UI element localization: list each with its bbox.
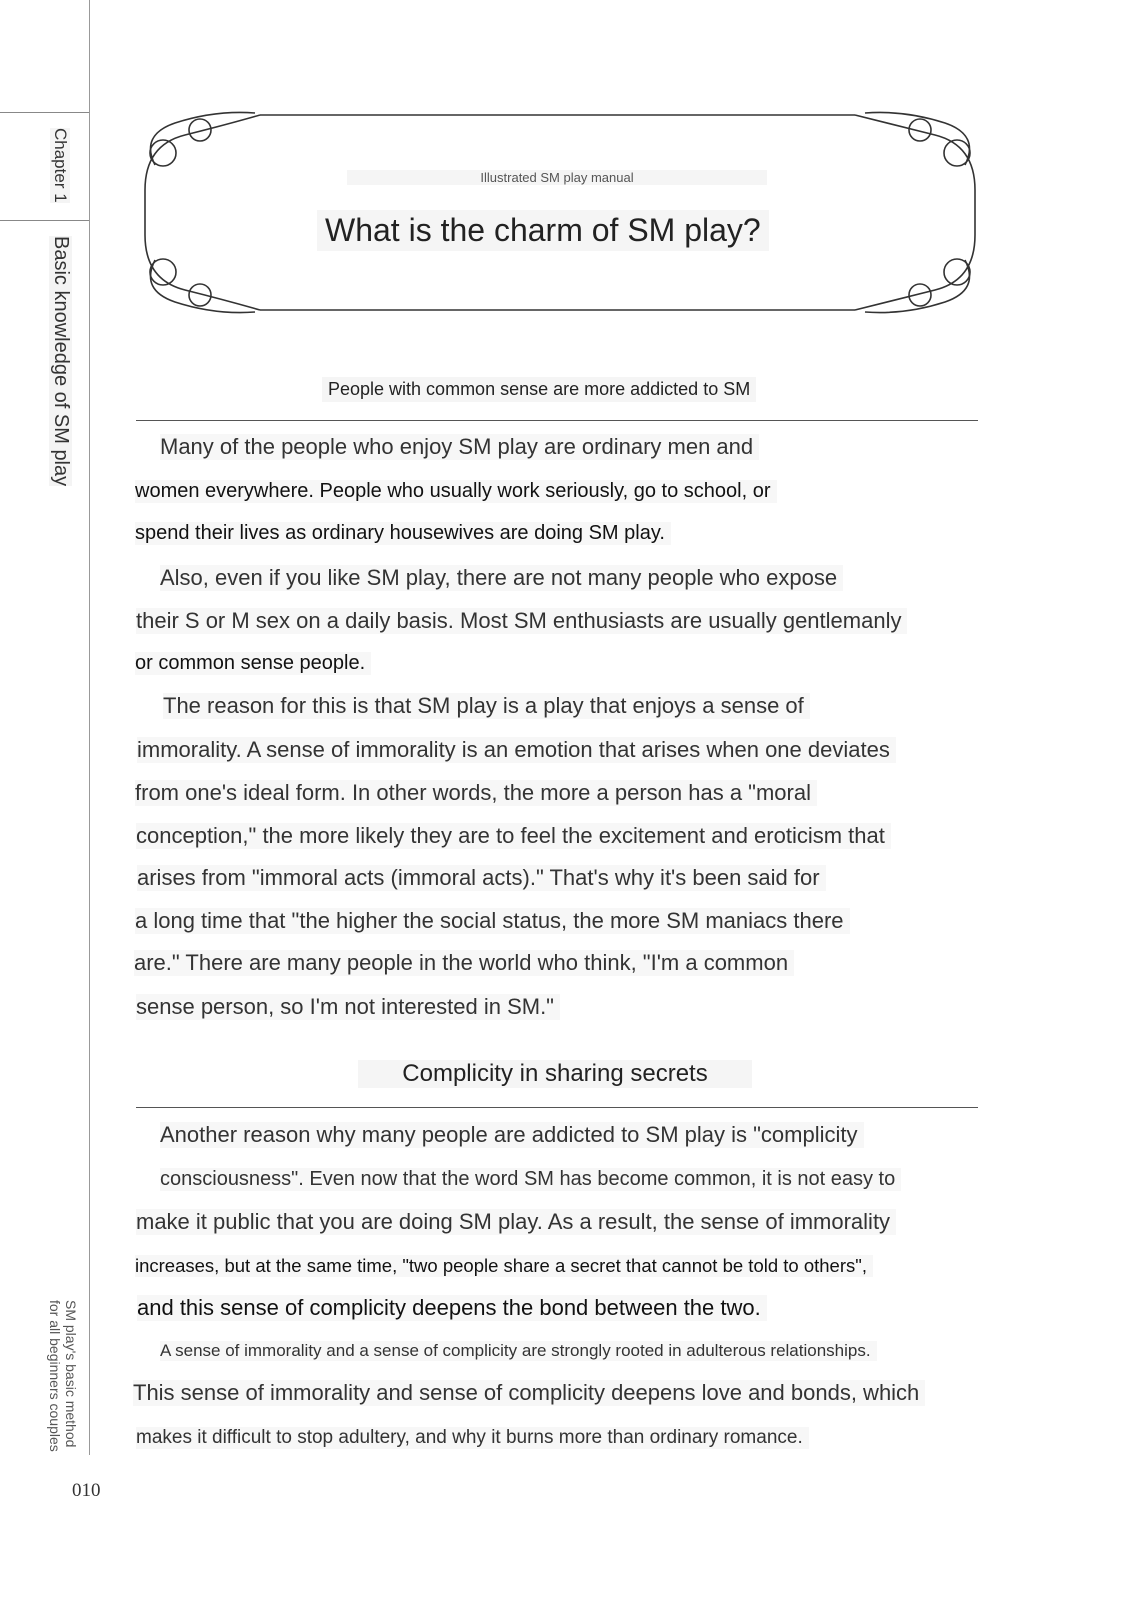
body-line: consciousness". Even now that the word SM has become common, it is not easy to	[160, 1168, 901, 1191]
chapter-title: Basic knowledge of SM play	[50, 236, 72, 487]
header-subtitle: Illustrated SM play manual	[347, 170, 767, 185]
body-line: Many of the people who enjoy SM play are ordinary men and	[160, 434, 759, 460]
body-line: A sense of immorality and a sense of complicity are strongly rooted in adulterous relationships.	[160, 1341, 877, 1361]
body-line: spend their lives as ordinary housewives are doing SM play.	[135, 522, 671, 545]
body-line: are." There are many people in the world who think, "I'm a common	[134, 950, 794, 976]
body-line: Also, even if you like SM play, there are not many people who expose	[160, 565, 843, 591]
body-line: their S or M sex on a daily basis. Most SM enthusiasts are usually gentlemanly	[136, 608, 907, 634]
section-heading: Complicity in sharing secrets	[358, 1060, 752, 1088]
divider	[0, 220, 89, 221]
body-line: from one's ideal form. In other words, the more a person has a "moral	[135, 780, 817, 806]
section-rule	[136, 420, 978, 421]
body-line: This sense of immorality and sense of complicity deepens love and bonds, which	[133, 1380, 925, 1406]
page-title: What is the charm of SM play?	[317, 210, 769, 251]
body-line: The reason for this is that SM play is a play that enjoys a sense of	[163, 693, 810, 719]
margin-divider	[89, 0, 90, 1455]
body-line: immorality. A sense of immorality is an emotion that arises when one deviates	[137, 737, 896, 763]
body-line: Another reason why many people are addicted to SM play is "complicity	[160, 1122, 864, 1148]
section-heading: People with common sense are more addicted to SM	[322, 377, 756, 402]
page-number: 010	[72, 1480, 101, 1501]
body-line: increases, but at the same time, "two people share a secret that cannot be told to others",	[135, 1255, 873, 1277]
body-line: makes it difficult to stop adultery, and why it burns more than ordinary romance.	[136, 1427, 809, 1449]
body-line: sense person, so I'm not interested in SM."	[136, 994, 560, 1020]
divider	[0, 112, 89, 113]
body-line: arises from "immoral acts (immoral acts)." That's why it's been said for	[137, 865, 826, 891]
body-line: or common sense people.	[135, 652, 371, 675]
body-line: and this sense of complicity deepens the bond between the two.	[137, 1295, 767, 1321]
body-line: women everywhere. People who usually work seriously, go to school, or	[135, 480, 777, 503]
book-title-line2: for all beginners couples	[47, 1300, 63, 1452]
book-title-line1: SM play's basic method	[63, 1300, 79, 1448]
chapter-label: Chapter 1	[51, 128, 70, 203]
body-line: a long time that "the higher the social status, the more SM maniacs there	[135, 908, 850, 934]
body-line: make it public that you are doing SM play. As a result, the sense of immorality	[136, 1209, 896, 1235]
body-line: conception," the more likely they are to feel the excitement and eroticism that	[136, 823, 891, 849]
section-rule	[136, 1107, 978, 1108]
